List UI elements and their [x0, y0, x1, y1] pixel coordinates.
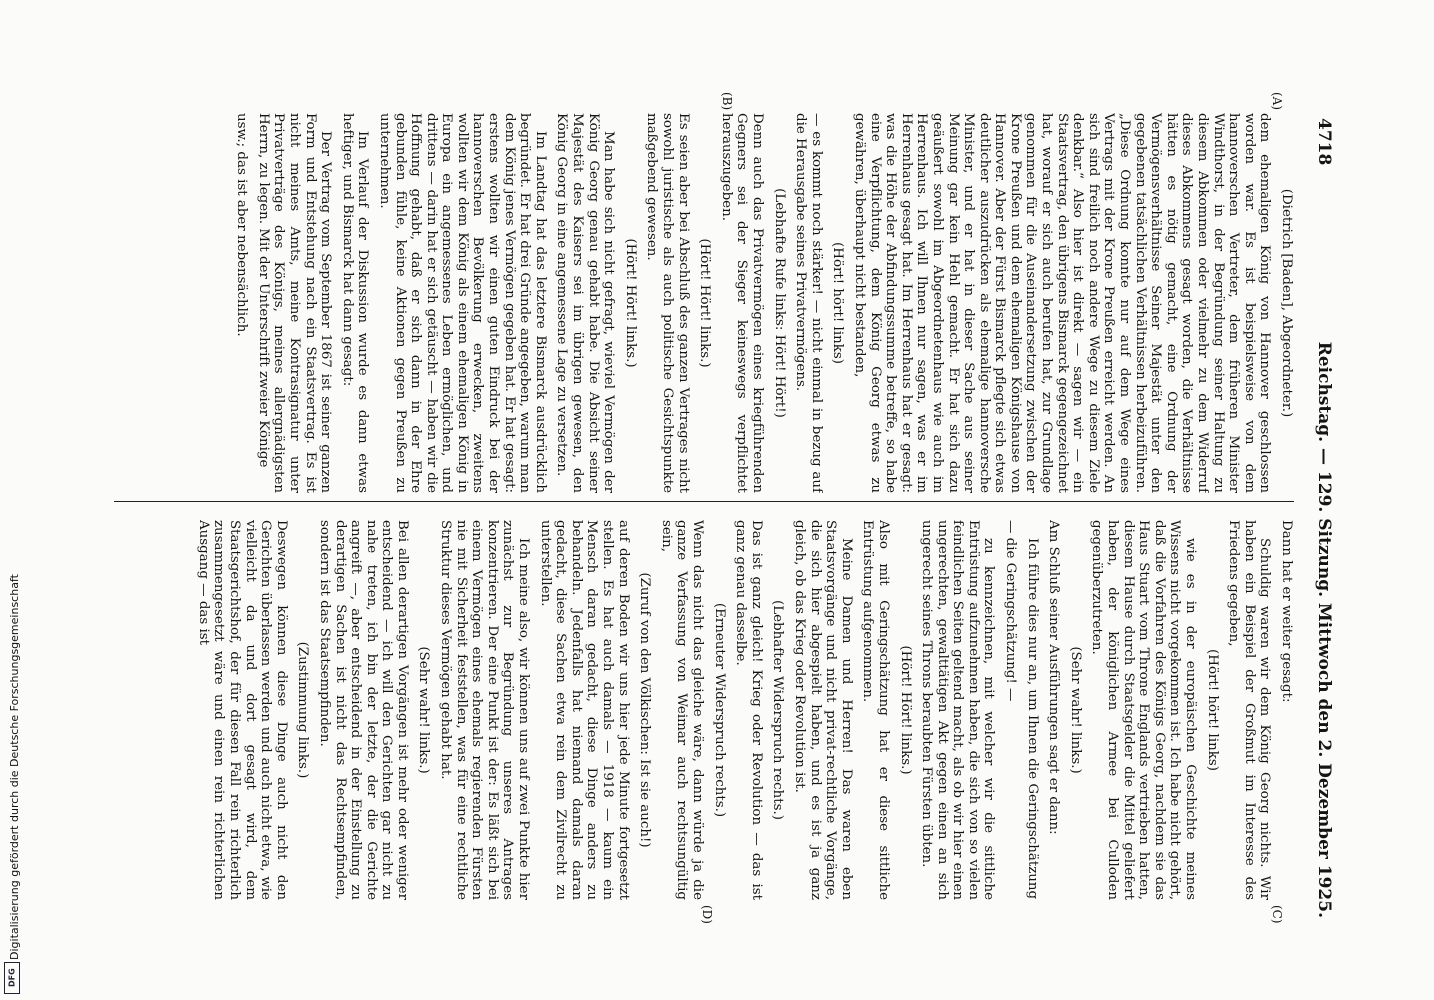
interjection: (Lebhafter Widerspruch rechts.) — [770, 600, 786, 820]
quotation: zu kennzeichnen, mit welcher wir die sittliche Entrüstung aufzunehmen haben, die sich von so vielen feindlichen Seiten geltend macht, als ob wir hier einen ungerechten, gewalttätigen Akt gegen einen an sich ungerecht seines Throns beraubten Fürsten übten. — [919, 520, 997, 900]
margin-marker-b: (B) — [720, 92, 734, 111]
margin-marker-d: (D) — [700, 905, 714, 924]
paragraph: Bei allen derartigen Vorgängen ist mehr oder weniger entscheidend — ich will den Gerichten gar nicht zu nahe treten, ich bin der letzte, der die Gerichte angreift —, aber entscheidend in der Einstellung zu derartigen Sachen ist nicht das Rechtsempfinden, sondern ist das Staatsempfinden. — [316, 520, 410, 900]
interjection: (Erneuter Widerspruch rechts.) — [711, 602, 727, 818]
paragraph: auf deren Boden wir uns hier jede Minute fortgesetzt stellen. Es hat auch damals — 1918 — kaum ein Mensch daran gedacht, diese Dinge anders zu behandeln. Jedenfalls hat niemand damals daran gedacht, diese Sachen etwa rein dem Zivilrecht zu unterstellen. — [537, 520, 631, 900]
margin-marker-c: (C) — [1270, 905, 1284, 924]
dfg-logo: DFG — [4, 962, 20, 994]
interjection: (Hört! hört! links) — [1204, 649, 1220, 771]
paragraph: Am Schluß seiner Ausführungen sagt er dann: — [1046, 520, 1062, 835]
paragraph: usw.; das ist aber nebensächlich. — [234, 113, 250, 337]
paragraph: Ich meine also, wir können uns auf zwei Punkte hier zunächst zur Begründung unseres Antrages konzentrieren. Der eine Punkt ist der: Es läßt sich bei einem Vermögen eines ehemals regierenden Fürsten nie mit Sicherheit feststellen, was für eine rechtliche Struktur dieses Vermögen gehabt hat. — [438, 520, 532, 900]
quotation: wie es in der europäischen Geschichte meines Wissens nicht vorgekommen ist. Ich habe nicht gehört, daß die Vorfahren des Königs Georg, nachdem sie das Haus Stuart vom Throne Englands vertrieben hatten, diesem Hause durch Staatsgelder die Mittel geliefert haben, der königlichen Armee bei Culloden gegenüberzutreten. — [1089, 520, 1199, 900]
quotation: Schuldig waren wir dem König Georg nichts. Wir haben ein Beispiel der Großmut im Interesse des Friedens gegeben, — [1226, 520, 1273, 900]
paragraph: Im Landtag hat das letztere Bismarck ausdrücklich begründet. Er hat drei Gründe angegeben, warum man dem König jenes Vermögen gegeben hat. Er hat gesagt: erstens wollten wir einen guten Eindruck bei der hannoverschen Bevölkerung erwecken, zweitens wollten wir dem König als einem ehemaligen König in Europa ein angemessenes Leben ermöglichen, und drittens — darin hat er sich getäuscht — haben wir die Hoffnung gehabt, daß er sich dann in der Ehre gebunden fühle, keine Aktionen gegen Preußen zu unternehmen. — [376, 113, 548, 493]
page-title: Reichstag. — 129. Sitzung. Mittwoch den 2. Dezember 1925. — [1314, 341, 1334, 918]
paragraph: Meine Damen und Herren! Das waren eben Staatsvorgänge und nicht privat-rechtliche Vorgänge, die sich hier abgespielt haben, und es ist ja ganz gleich, ob das Krieg oder Revolution ist. — [791, 520, 854, 900]
paragraph: dem ehemaligen König von Hannover geschlossen worden war. Es ist beispielsweise von dem hannoverschen Vertreter, dem früheren Minister Windthorst, in der Begründung seiner Haltung zu diesem Abkommen oder vielmehr zu dem Widerruf dieses Abkommens gesagt worden, die Verhältnisse hätten es nötig gemacht, eine Ordnung der Vermögensverhältnisse Seiner Majestät unter den gegebenen tatsächlichen Verhältnissen herbeizuführen. „Diese Ordnung konnte nur auf dem Wege eines Vertrags mit der Krone Preußen erreicht werden. An sich sind freilich noch andere Wege zu diesem Ziele denkbar.“ Also hier ist direkt — sagen wir — ein Staatsvertrag, den übrigens Bismarck gegengezeichnet hat, worauf er sich auch berufen hat, zur Grundlage genommen für die Auseinandersetzung zwischen der Krone Preußen und dem ehemaligen Königshause von Hannover. Aber der Fürst Bismarck pflegte sich etwas deutlicher auszudrücken als ehemalige hannoversche Minister, und er hat in dieser Sache aus seiner Meinung gar kein Hehl gemacht. Er hat sich dazu geäußert sowohl im Abgeordnetenhaus wie auch im Herrenhaus. Ich will Ihnen nur sagen, was er im Herrenhaus gesagt hat. Im Herrenhaus hat er gesagt: was die Höhe der Abfindungssumme betreffe, so habe eine Verpflichtung, dem König Georg etwas zu gewähren, überhaupt nicht bestanden, — [851, 113, 1273, 493]
paragraph: Man habe sich nicht gefragt, wieviel Vermögen der König Georg genau gehabt habe. Die Absicht seiner Majestät des Kaisers sei im übrigen gewesen, den König Georg in eine angemessene Lage zu versetzen. — [554, 113, 617, 493]
paragraph: Denn auch das Privatvermögen eines kriegführenden Gegners sei der Sieger keineswegs verpflichtet herauszugeben. — [718, 113, 765, 493]
paragraph: Wenn das nicht das gleiche wäre, dann würde ja die ganze Verfassung von Weimar auch rechtsungültig sein, — [658, 520, 705, 900]
interjection: (Hört! Hört! links.) — [897, 645, 913, 775]
speaker-line: (Dietrich [Baden], Abgeordneter.) — [1279, 188, 1294, 418]
quotation: Der Vertrag vom September 1867 ist seiner ganzen Form und Entstehung nach ein Staatsvertrag. Es ist nicht meines Amts, meine Kontrasignatur unter Privatverträge des Königs, meines allergnädigsten Herrn, zu legen. Mit der Unterschrift zweier Könige — [255, 113, 334, 493]
paragraph: — es kommt noch stärker! — nicht einmal in bezug auf die Herausgabe seines Privatvermögens. — [793, 113, 824, 493]
interjection: (Zuruf von den Völkischen: Ist sie auch!) — [637, 572, 653, 848]
paragraph: — die Geringschätzung! — — [1003, 520, 1019, 702]
column-divider — [114, 501, 1294, 502]
paragraph: Deswegen können diese Dinge auch nicht den Gerichten überlassen werden und auch nicht etwa, wie vielleicht da und dort gesagt wird, dem Staatsgerichtshof, der für diesen Fall rein richterlich zusammengesetzt wäre und einen rein richterlichen Ausgang — das ist — [195, 520, 289, 900]
interjection: (Lebhafte Rufe links: Hört! Hört!) — [771, 188, 787, 418]
paragraph: Im Verlauf der Diskussion wurde es dann etwas heftiger, und Bismarck hat dann gesagt: — [339, 113, 371, 493]
paragraph: Also mit Geringschätzung hat er diese sittliche Entrüstung aufgenommen. — [860, 520, 891, 900]
interjection: (Hört! hört! links) — [830, 242, 846, 364]
page-number: 4718 — [1314, 118, 1334, 166]
paragraph: Es seien aber bei Abschluß des ganzen Vertrages nicht sowohl juristische als auch politische Gesichtspunkte maßgebend gewesen. — [644, 113, 691, 493]
digitization-note-text: Digitalisierung gefördert durch die Deutsche Forschungsgemeinschaft — [8, 574, 21, 960]
interjection: (Sehr wahr! links.) — [416, 646, 432, 774]
left-column — [114, 113, 1294, 493]
margin-marker-a: (A) — [1270, 92, 1284, 111]
interjection: (Hört! Hört! links.) — [697, 238, 713, 368]
digitization-note — [6, 10, 22, 990]
right-column — [114, 520, 1294, 900]
interjection: (Hört! Hört! links.) — [622, 238, 638, 368]
paragraph: Das ist ganz gleich! Krieg oder Revolution — das ist ganz genau dasselbe. — [733, 520, 764, 900]
page-header — [1304, 118, 1344, 918]
interjection: (Sehr wahr! links.) — [1067, 646, 1083, 774]
interjection: (Zustimmung links.) — [295, 641, 311, 779]
quotation: Ich führe dies nur an, um Ihnen die Geringschätzung — [1024, 538, 1040, 900]
paragraph: Dann hat er weiter gesagt: — [1279, 520, 1294, 703]
